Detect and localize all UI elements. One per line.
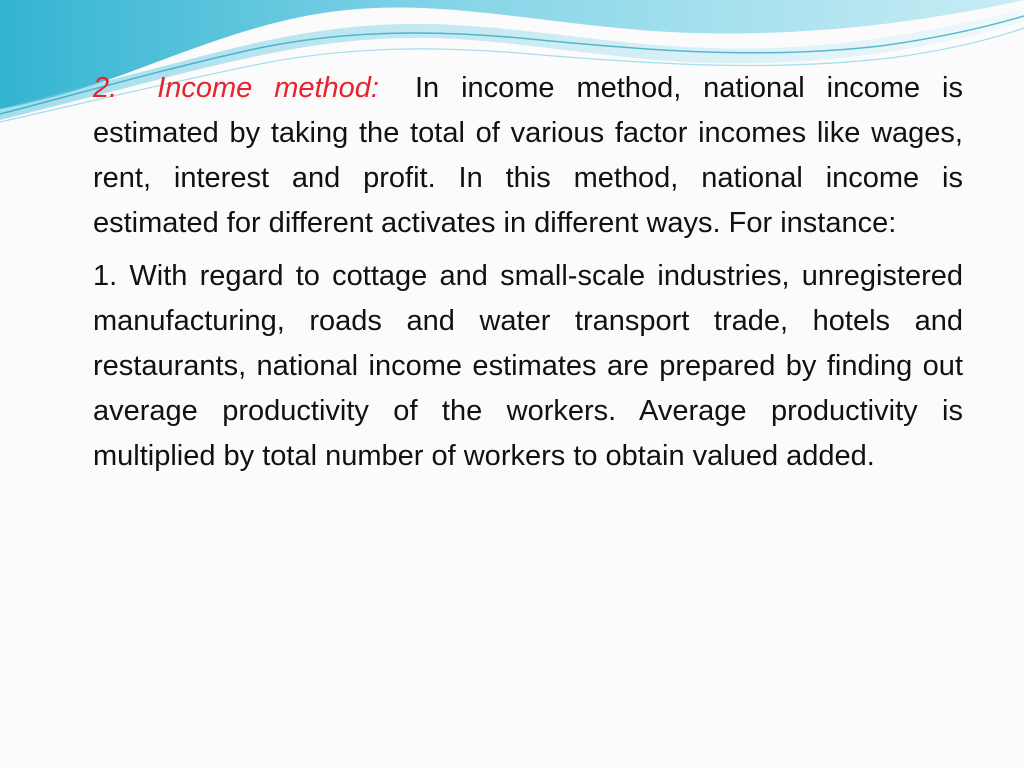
slide-content — [93, 66, 963, 479]
heading-income-method — [93, 72, 379, 104]
paragraph-1-text: In income method, national income is estimated by taking the total of various factor incomes like wages, rent, interest and profit. In this method, national income is estimated for different activates in different ways. For instance: — [93, 72, 963, 239]
heading-title: Income method: — [157, 72, 379, 104]
paragraph-income-method — [93, 66, 963, 246]
paragraph-2: 1. With regard to cottage and small-scale industries, unregistered manufacturing, roads and water transport trade, hotels and restaurants, national income estimates are prepared by finding out average productivity of the workers. Average productivity is multiplied by total number of workers to obtain valued added. — [93, 260, 963, 472]
heading-number: 2. — [93, 72, 118, 104]
